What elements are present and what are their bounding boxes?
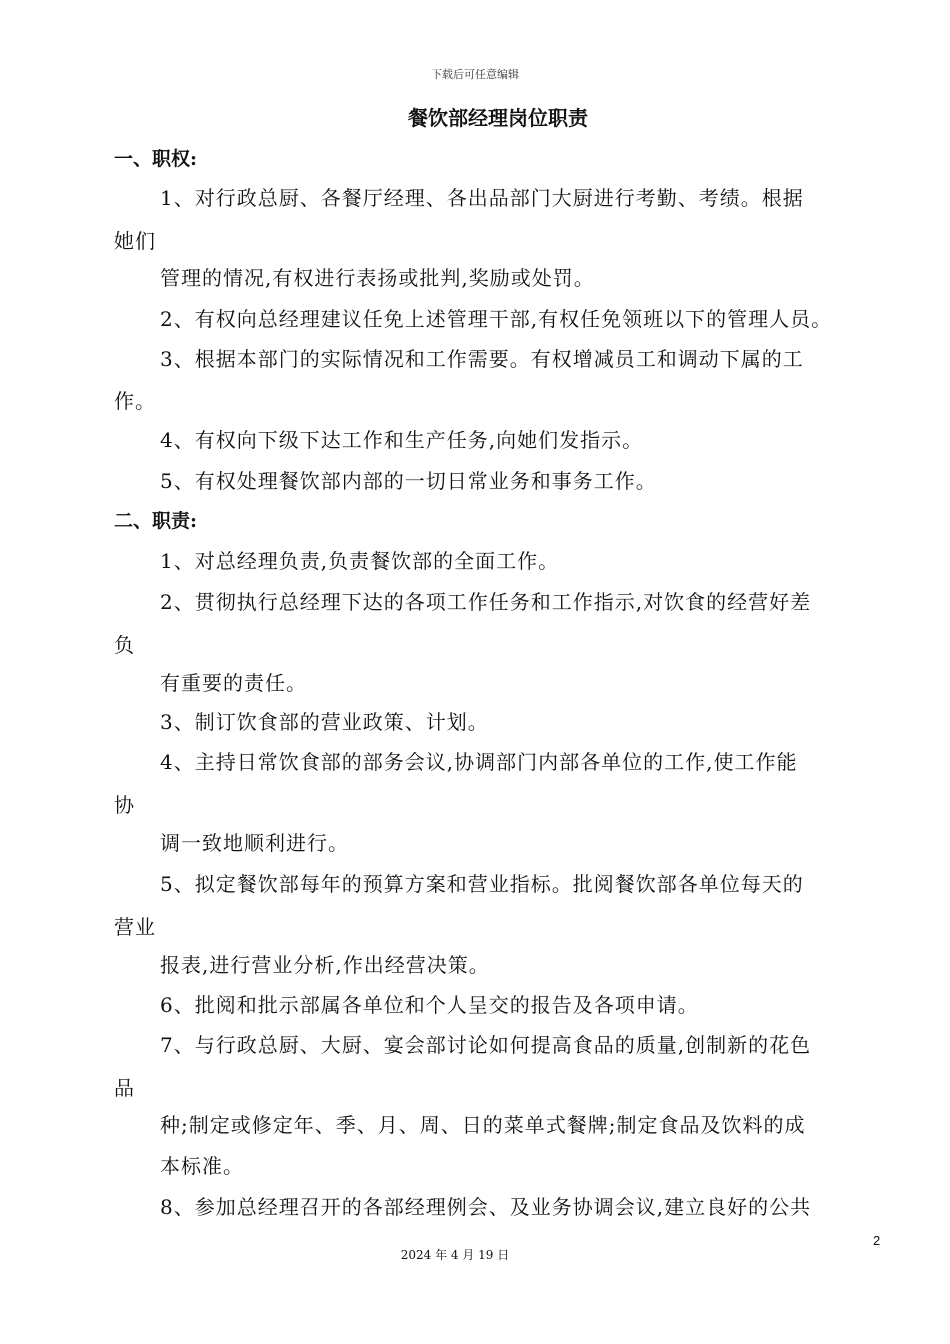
paragraph-line: 调一致地顺利进行。 xyxy=(160,831,349,855)
footer-date: 2024 年 4 月 19 日 xyxy=(400,1248,510,1262)
paragraph-line: 协 xyxy=(114,793,135,817)
page-number: 2 xyxy=(873,1233,881,1248)
paragraph-line: 4、有权向下级下达工作和生产任务,向她们发指示。 xyxy=(160,428,644,452)
paragraph-line: 本标准。 xyxy=(160,1154,244,1178)
paragraph-line: 作。 xyxy=(114,389,156,413)
header-note: 下载后可任意编辑 xyxy=(431,68,519,81)
paragraph-line: 她们 xyxy=(114,229,156,253)
paragraph-line: 3、制订饮食部的营业政策、计划。 xyxy=(160,710,489,734)
paragraph-line: 1、对行政总厨、各餐厅经理、各出品部门大厨进行考勤、考绩。根据 xyxy=(160,186,804,210)
paragraph-line: 2、贯彻执行总经理下达的各项工作任务和工作指示,对饮食的经营好差 xyxy=(160,590,812,614)
paragraph-line: 5、有权处理餐饮部内部的一切日常业务和事务工作。 xyxy=(160,469,657,493)
document-title: 餐饮部经理岗位职责 xyxy=(408,106,588,130)
section-heading-duties: 二、职责: xyxy=(114,510,198,532)
paragraph-line: 6、批阅和批示部属各单位和个人呈交的报告及各项申请。 xyxy=(160,993,699,1017)
paragraph-line: 2、有权向总经理建议任免上述管理干部,有权任免领班以下的管理人员。 xyxy=(160,307,833,331)
paragraph-line: 8、参加总经理召开的各部经理例会、及业务协调会议,建立良好的公共 xyxy=(160,1195,812,1219)
paragraph-line: 5、拟定餐饮部每年的预算方案和营业指标。批阅餐饮部各单位每天的 xyxy=(160,872,804,896)
paragraph-line: 报表,进行营业分析,作出经营决策。 xyxy=(160,953,490,977)
paragraph-line: 营业 xyxy=(114,915,156,939)
paragraph-line: 种;制定或修定年、季、月、周、日的菜单式餐牌;制定食品及饮料的成 xyxy=(160,1113,806,1137)
paragraph-line: 4、主持日常饮食部的部务会议,协调部门内部各单位的工作,使工作能 xyxy=(160,750,798,774)
paragraph-line: 有重要的责任。 xyxy=(160,671,307,695)
paragraph-line: 7、与行政总厨、大厨、宴会部讨论如何提高食品的质量,创制新的花色 xyxy=(160,1033,812,1057)
paragraph-line: 1、对总经理负责,负责餐饮部的全面工作。 xyxy=(160,549,560,573)
paragraph-line: 负 xyxy=(114,633,135,657)
paragraph-line: 品 xyxy=(114,1076,135,1100)
paragraph-line: 3、根据本部门的实际情况和工作需要。有权增减员工和调动下属的工 xyxy=(160,347,804,371)
paragraph-line: 管理的情况,有权进行表扬或批判,奖励或处罚。 xyxy=(160,266,595,290)
section-heading-authority: 一、职权: xyxy=(114,148,198,170)
